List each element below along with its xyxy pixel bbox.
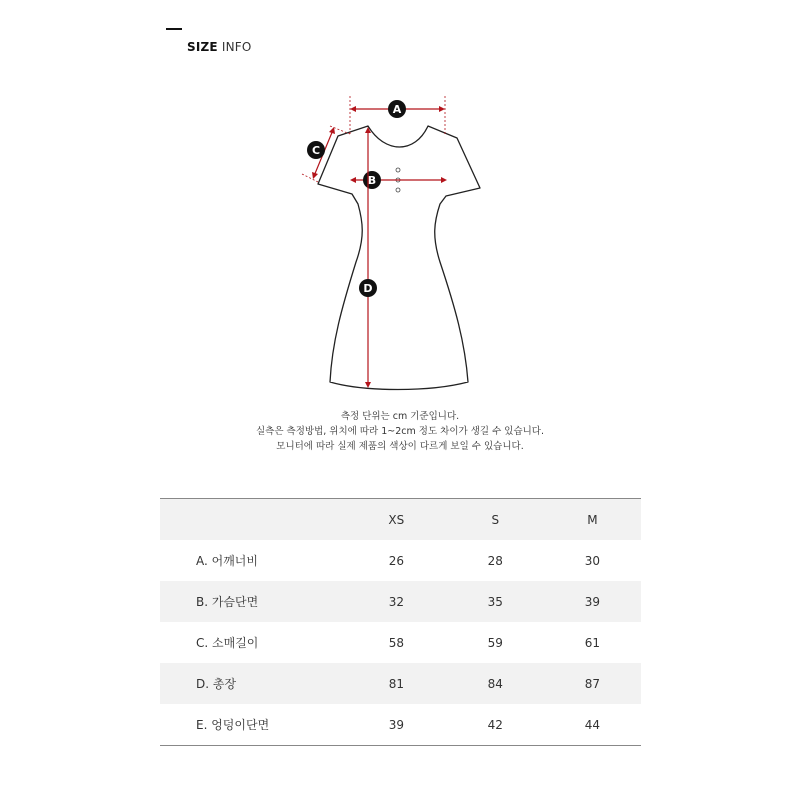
header-s: S xyxy=(447,499,544,541)
note-line: 모니터에 따라 실제 제품의 색상이 다르게 보일 수 있습니다. xyxy=(276,441,524,452)
row-label: A. 어깨너비 xyxy=(196,554,258,568)
dress-measurement-diagram xyxy=(290,92,510,397)
title-light: INFO xyxy=(221,40,252,54)
marker-b-label: B xyxy=(367,174,377,187)
table-row xyxy=(160,581,641,622)
cell-s: 28 xyxy=(487,553,503,568)
cell-xs: 39 xyxy=(346,704,447,746)
measure-a-arrow-left xyxy=(350,106,356,112)
cell-m: 61 xyxy=(584,635,601,650)
cell-s: 42 xyxy=(447,704,544,746)
measure-c-arrow-top xyxy=(329,127,335,134)
table-header-row xyxy=(160,499,641,541)
measure-c-arrow-bottom xyxy=(312,172,318,179)
marker-d-label: D xyxy=(363,282,373,295)
row-label: E. 엉덩이단면 xyxy=(160,704,346,746)
marker-c-label: C xyxy=(311,144,321,157)
title-bold: SIZE xyxy=(187,40,218,54)
measure-a-arrow-right xyxy=(439,106,445,112)
dress-outline xyxy=(318,126,480,390)
cell-m: 44 xyxy=(544,704,641,746)
table-row xyxy=(160,663,641,704)
cell-m: 30 xyxy=(584,553,601,568)
page-title xyxy=(187,40,252,54)
table-row xyxy=(160,704,641,746)
cell-xs: 32 xyxy=(388,594,404,609)
cell-xs: 58 xyxy=(388,635,404,650)
cell-s: 35 xyxy=(487,594,503,609)
header-m: M xyxy=(544,499,641,541)
header-blank xyxy=(160,499,346,541)
note-line: 실측은 측정방법, 위치에 따라 1~2cm 정도 차이가 생길 수 있습니다. xyxy=(256,426,544,437)
cell-xs: 26 xyxy=(388,553,404,568)
table-row xyxy=(160,540,641,581)
cell-m: 87 xyxy=(584,676,601,691)
title-accent-line xyxy=(166,28,182,30)
cell-s: 84 xyxy=(487,676,503,691)
marker-a-label: A xyxy=(392,103,402,116)
table-row xyxy=(160,622,641,663)
note-line: 측정 단위는 cm 기준입니다. xyxy=(340,411,460,422)
measurement-notes xyxy=(0,409,800,454)
cell-m: 39 xyxy=(584,594,601,609)
row-label: D. 총장 xyxy=(196,677,237,691)
cell-s: 59 xyxy=(487,635,503,650)
size-table xyxy=(160,498,641,746)
row-label: C. 소매길이 xyxy=(196,636,259,650)
row-label: B. 가슴단면 xyxy=(196,595,259,609)
cell-xs: 81 xyxy=(388,676,404,691)
header-xs: XS xyxy=(346,499,447,541)
